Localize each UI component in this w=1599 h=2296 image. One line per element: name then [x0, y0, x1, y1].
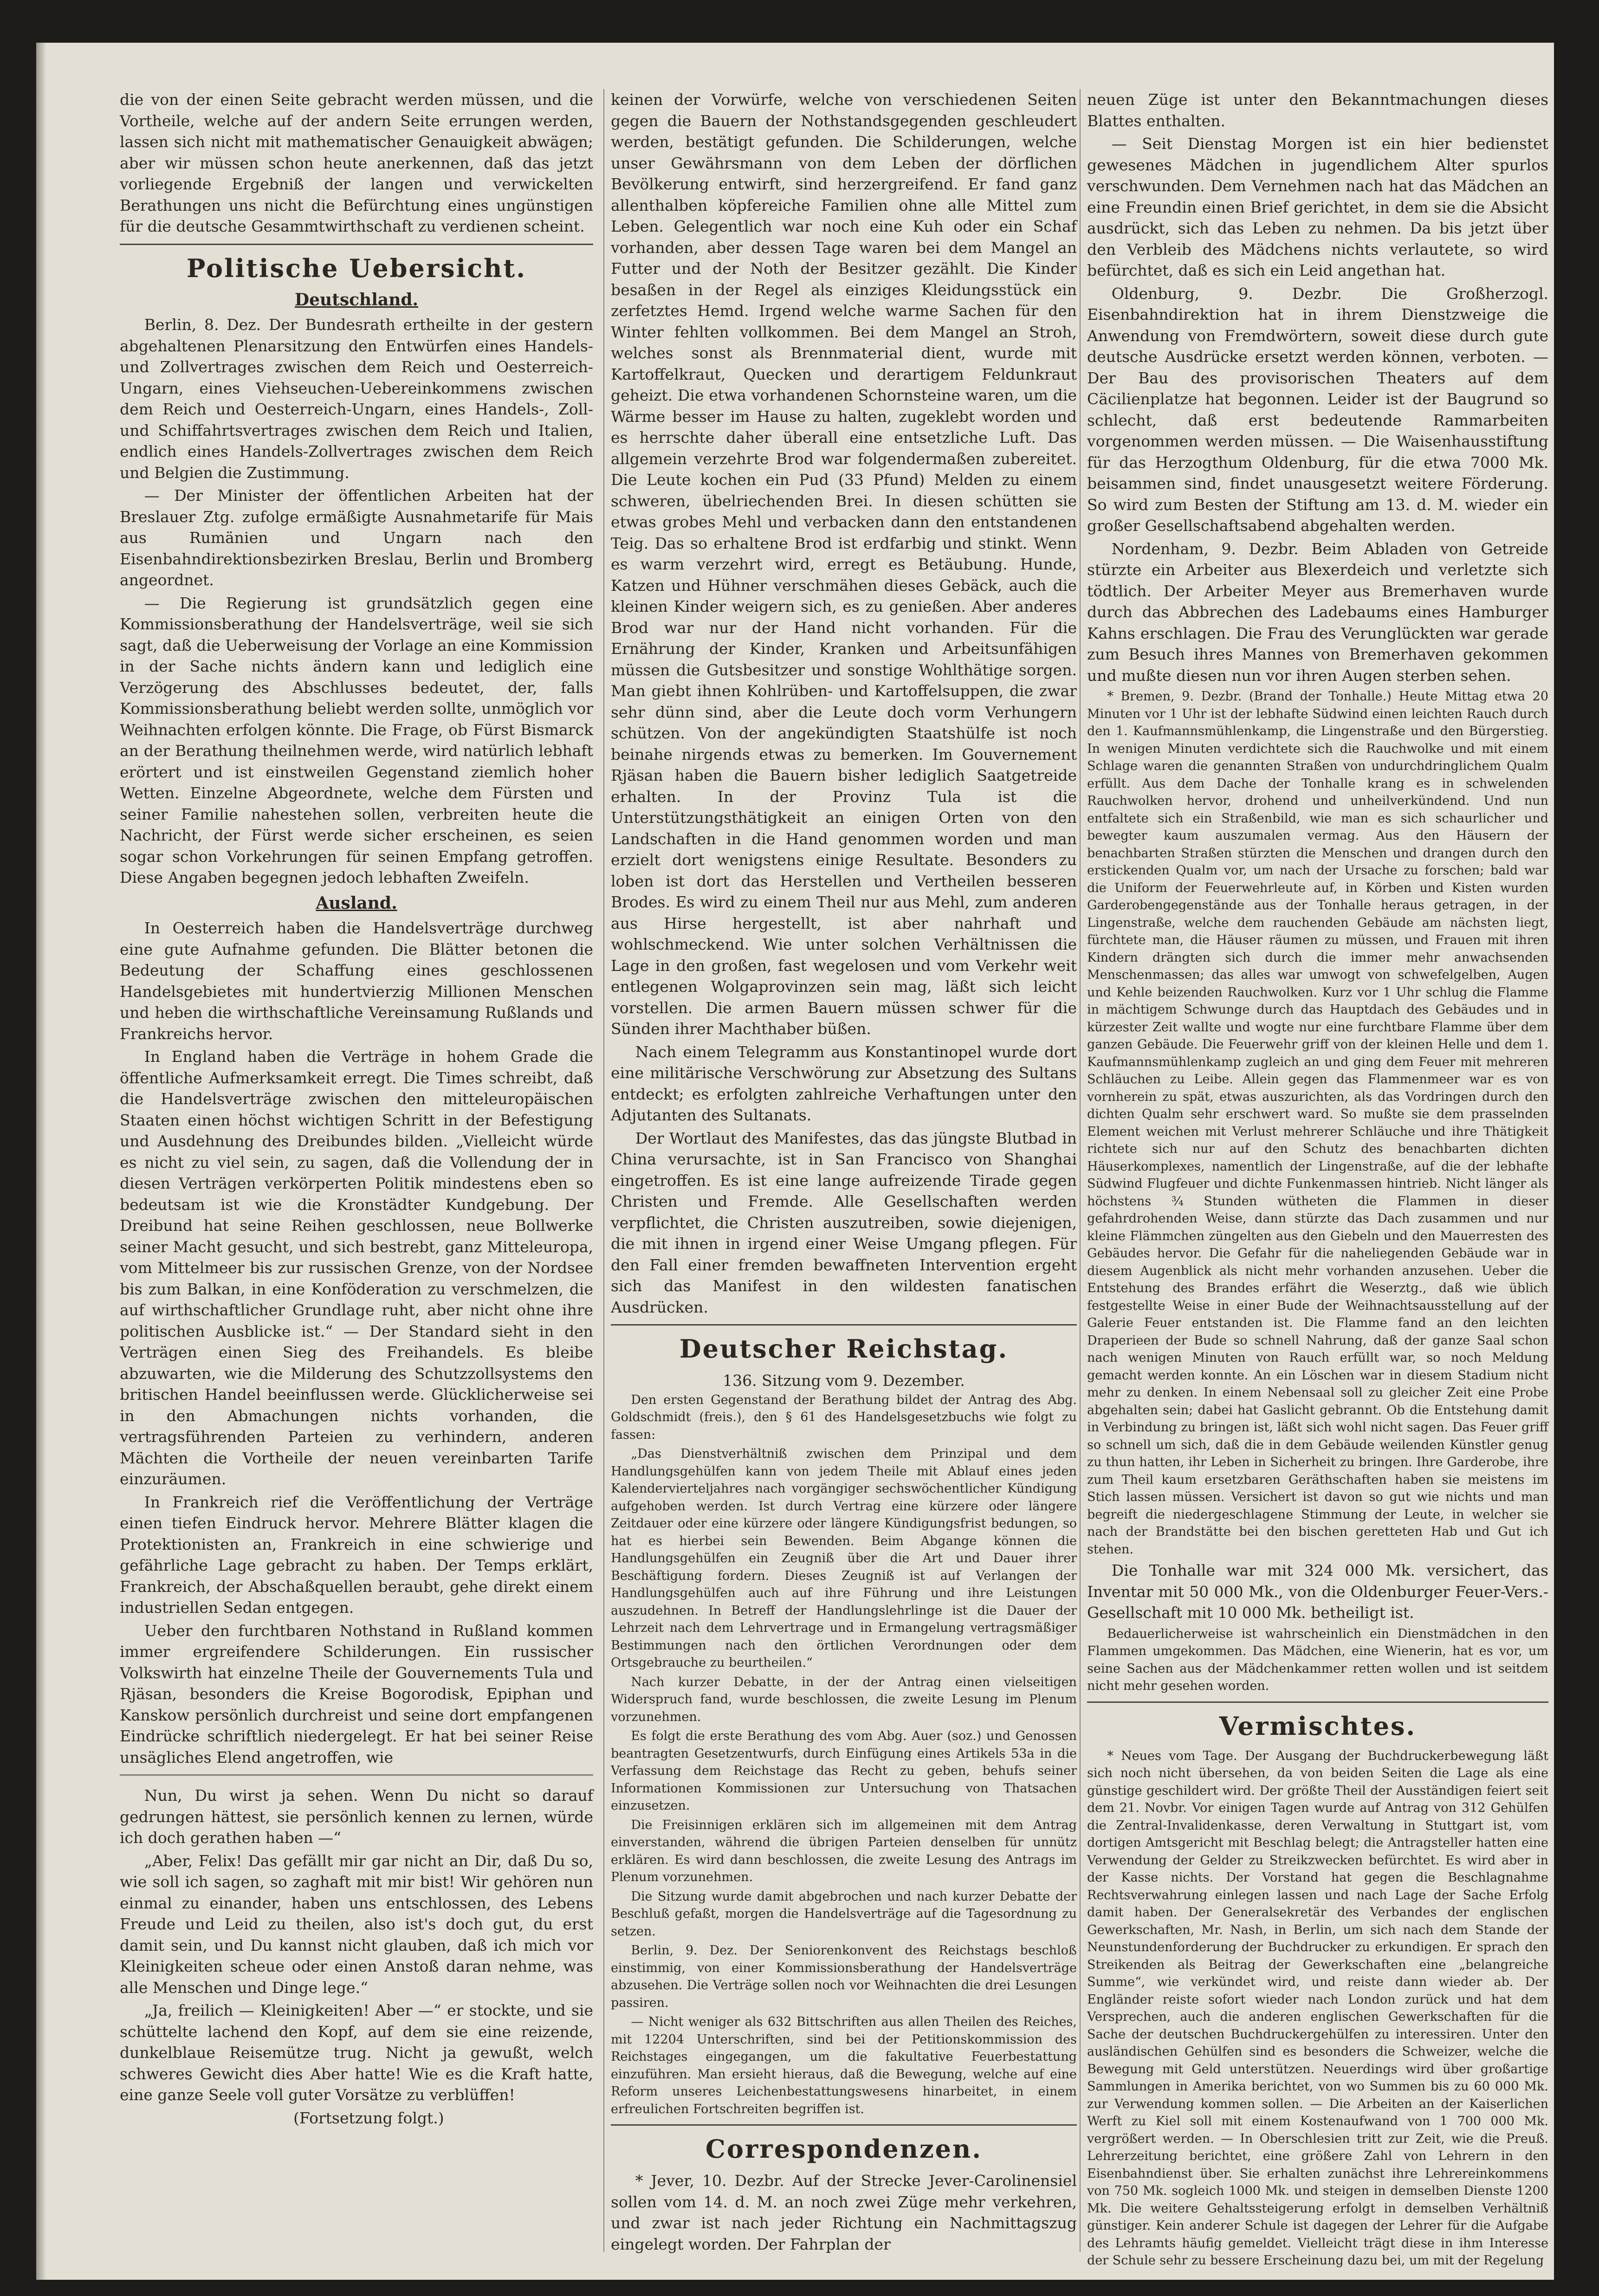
article-paragraph: * Bremen, 9. Dezbr. (Brand der Tonhalle.) Heute Mittag etwa 20 Minuten vor 1 Uhr ist der lebhafte Südwind einen leichten Rauch durch den 1. Kaufmannsmühlenkamp, die Lingenstraße und den Bürgerstieg. In wenigen Minuten verdichtete sich die Rauchwolke und mit einem Schlage waren die genannten Straßen von undurchdringlichem Qualm erfüllt. Aus dem Dache der Tonhalle krang es in schwelenden Rauchwolken hervor, drohend und unheilverkündend. Und nun entfaltete sich ein Straßenbild, wie man es sich schaurlicher und bewegter kaum auszumalen vermag. Aus den Häusern der benachbarten Straßen stürzten die Menschen und drangen durch den erstickenden Qualm vor, um nach der Ursache zu forschen; bald war die Uniform der Feuerwehrleute auf, in Körben und Kisten wurden Garderobengegenstände aus der Tonhalle heraus getragen, in der Lingenstraße, welche dem rauchenden Gebäude am nächsten liegt, fürchtete man, die Häuser räumen zu müssen, und Frauen mit ihren Kindern drängten sich durch die immer mehr anwachsenden Menschenmassen; das alles war umwogt von schwefelgelben, Augen und Kehle beizenden Rauchwolken. Kurz vor 1 Uhr schlug die Flamme in mächtigem Schwunge durch das Hauptdach des Gebäudes und in kürzester Zeit wallte und wogte nur eine furchtbare Flamme über dem ganzen Gebäude. Die Feuerwehr griff von der kleinen Helle und dem 1. Kaufmannsmühlenkamp zugleich an und ging dem Feuer mit mehreren Schläuchen zu Leibe. Allein gegen das Flammenmeer war es von vornherein zu spät, etwas auszurichten, als das Vordringen durch den dichten Qualm sehr erschwert ward. So mußte sie dem prasselnden Element weichen mit Verlust mehrerer Schläuche und ihre Thätigkeit richtete sich nur auf den Schutz des benachbarten dichten Häuserkomplexes, namentlich der Lingenstraße, auf die der lebhafte Südwind Flugfeuer und dichte Funkenmassen hintrieb. Nicht länger als höchstens ¾ Stunden wütheten die Flammen in dieser gefahrdrohenden Weise, dann stürzte das Dach zusammen und nur kleine Flämmchen züngelten aus den Giebeln und den Mauerresten des Gebäudes hervor. Die Gefahr für die naheliegenden Gebäude war in diesem Augenblick als nicht mehr vorhanden anzusehen. Ueber die Entstehung des Brandes erfährt die Weserztg., daß wie üblich festgestellte Weise in einer Bude der Weihnachtsausstellung auf der Galerie Feuer entstanden ist. Die Flamme fand an den leichten Draperieen der Bude so schnell Nahrung, daß der ganze Saal schon nach wenigen Minuten von Rauch erfüllt war, so noch Meldung gemacht werden konnte. An ein Löschen war in diesem Stadium nicht mehr zu denken. In einem Nebensaal soll zu gleicher Zeit eine Probe abgehalten sein; dabei hat Gaslicht gebrannt. Ob die Entstehung damit in Verbindung zu bringen ist, läßt sich wohl nicht sagen. Das Feuer griff so schnell um sich, daß die in dem Gebäude weilenden Künstler genug zu thun hatten, ihr Leben in Sicherheit zu bringen. Ihre Garderobe, ihre zum Theil kaum ersetzbaren Geräthschaften haben sie meistens im Stich lassen müssen. Versichert ist davon so gut wie nichts und man begreift die niedergeschlagene Stimmung der Leute, in welcher sie nach der Brandstätte bei den bischen geretteten Hab und Gut ich stehen. — [1087, 689, 1548, 1557]
reichstag-paragraph: Berlin, 9. Dez. Der Seniorenkonvent des Reichstags beschloß einstimmig, von einer Kommissionsberathung der Handelsverträge abzusehen. Die Verträge sollen noch vor Weihnachten die drei Lesungen passiren. — [611, 1943, 1077, 2010]
divider — [1087, 1701, 1548, 1703]
reichstag-paragraph: Den ersten Gegenstand der Berathung bildet der Antrag des Abg. Goldschmidt (freis.), den § 61 des Handelsgesetzbuchs wie folgt zu fassen: — [611, 1392, 1077, 1442]
feuilleton-paragraph: Nun, Du wirst ja sehen. Wenn Du nicht so darauf gedrungen hättest, sie persönlich kennen zu lernen, würde ich doch gerathen haben —“ — [120, 1786, 593, 1847]
subhead-ausland: Ausland. — [316, 893, 397, 913]
reichstag-paragraph: „Das Dienstverhältniß zwischen dem Prinzipal und dem Handlungsgehülfen kann von jedem Theile mit Ablauf eines jeden Kalendervierteljahres nach vorgängiger sechswöchentlicher Kündigung aufgehoben werden. Ist durch Vertrag eine kürzere oder längere Zeitdauer oder eine kürzere oder längere Kündigungsfrist bedungen, so hat es hierbei sein Bewenden. Beim Abgange können die Handlungsgehülfen ein Zeugniß über die Art und Dauer ihrer Beschäftigung fordern. Dieses Zeugniß ist auf Verlangen der Handlungsgehülfen auch auf ihre Führung und ihre Leistungen auszudehnen. In Betreff der Handlungslehrlinge ist die Dauer der Lehrzeit nach dem Lehrvertrage und in Ermangelung vertragsmäßiger Bestimmungen nach den örtlichen Verordnungen oder dem Ortsgebrauche zu beurtheilen.“ — [611, 1447, 1077, 1670]
article-paragraph: In Oesterreich haben die Handelsverträge durchweg eine gute Aufnahme gefunden. Die Blätter betonen die Bedeutung der Schaffung eines geschlossenen Handelsgebietes mit hundertvierzig Millionen Menschen und heben die wirthschaftliche Vereinsamung Rußlands und Frankreichs hervor. — [120, 919, 593, 1043]
article-paragraph: Nordenham, 9. Dezbr. Beim Abladen von Getreide stürzte ein Arbeiter aus Blexerdeich und verletzte sich tödtlich. Der Arbeiter Meyer aus Bremerhaven wurde durch das Abbrechen des Ladebaums eines Hamburger Kahns erschlagen. Die Frau des Verunglückten war gerade zum Besuch ihres Mannes von Bremerhaven gekommen und mußte diesen nun vor ihren Augen sterben sehen. — [1087, 539, 1548, 685]
section-title-politische-uebersicht: Politische Uebersicht. — [186, 253, 527, 283]
article-paragraph: * Neues vom Tage. Der Ausgang der Buchdruckerbewegung läßt sich noch nicht übersehen, da von beiden Seiten die Lage als eine günstige geschildert wird. Der größte Theil der Ausständigen feiert seit dem 21. Novbr. Vor einigen Tagen wurde auf Antrag von 312 Gehülfen die Zentral-Invalidenkasse, deren Verwaltung in Stuttgart ist, vom dortigen Amtsgericht mit Beschlag belegt; die Antragsteller hatten eine Verwendung der Gelder zu Streikzwecken befürchtet. Es wird aber in der Kasse nichts. Der Vorstand hat gegen die Beschlagnahme Rechtsverwahrung einlegen lassen und nach Lage der Sache Erfolg damit haben. Der Generalsekretär des Verbandes der englischen Gewerkschaften, Mr. Nash, in Berlin, um sich nach dem Stande der Neunstundenforderung der Buchdrucker zu erkundigen. Er sprach den Streikenden als Beitrag der Gewerkschaften eine „belangreiche Summe“, wie verkündet wird, und reiste dann wieder ab. Der Engländer reiste sofort wieder nach London zurück und hat dem Versprechen, auch die anderen englischen Gewerkschaften für die Sache der deutschen Buchdruckergehülfen zu interessiren. Unter den ausländischen Gehülfen sind es besonders die Schweizer, welche die Bewegung mit Geld unterstützen. Neuerdings wird über großartige Sammlungen in Amerika berichtet, von wo Summen bis zu 60 000 Mk. zur Verwendung kommen sollen. — Die Arbeiten an der Kaiserlichen Werft zu Kiel soll mit einem Kostenaufwand von 1 700 000 Mk. vergrößert werden. — In Oberschlesien tritt zur Zeit, wie die Preuß. Lehrerzeitung berichtet, eine größere Zahl von Lehrern in den Eisenbahndienst über. Sie erhalten zunächst ihre Lehrereinkommens von 750 Mk. sogleich 1000 Mk. und steigen in demselben Dienste 1200 Mk. Die weitere Gehaltssteigerung erfolgt in demselben Verhältniß günstiger. Kein anderer Schule ist dagegen der Lehrer für die Aufgabe des Lehramts häufig gemeldet. Vielleicht trägt diese in ihm Interesse der Schule sehr zu bessere Erscheinung dazu bei, um mit der Regelung — [1087, 1748, 1548, 2268]
column-3 — [1080, 89, 1548, 2268]
divider — [611, 2124, 1077, 2126]
article-paragraph: Berlin, 8. Dez. Der Bundesrath ertheilte in der gestern abgehaltenen Plenarsitzung den Entwürfen eines Handels- und Zollvertrages zwischen dem Reich und Oesterreich-Ungarn, eines Viehseuchen-Uebereinkommens zwischen dem Reich und Oesterreich-Ungarn, eines Handels-, Zoll- und Schiffahrtsvertrages zwischen dem Reich und Italien, endlich eines Handels-Zollvertrages zwischen dem Reich und Belgien die Zustimmung. — [120, 316, 593, 482]
article-paragraph: * Jever, 10. Dezbr. Auf der Strecke Jever-Carolinensiel sollen vom 14. d. M. an noch zwei Züge mehr verkehren, und zwar ist nach jeder Richtung ein Nachmittagszug eingelegt worden. Der Fahrplan der — [611, 2172, 1077, 2253]
article-paragraph: Bedauerlicherweise ist wahrscheinlich ein Dienstmädchen in den Flammen umgekommen. Das Mädchen, eine Wienerin, hat es vor, um seine Sachen aus der Mädchenkammer retten wollen und ist seitdem nicht mehr gesehen worden. — [1087, 1626, 1548, 1693]
feuilleton-paragraph: „Aber, Felix! Das gefällt mir gar nicht an Dir, daß Du so, wie soll ich sagen, so zaghaft mit mir bist! Wir gehören nun einmal zu einander, haben uns entschlossen, des Lebens Freude und Leid zu theilen, also ist's doch gut, du erst damit sein, und Du kannst nicht glauben, daß ich mich vor Kleinigkeiten scheue oder einen Anstoß daran nehme, was alle Menschen und Dinge lege.“ — [120, 1851, 593, 1997]
newspaper-page — [36, 43, 1554, 2280]
section-title-deutscher-reichstag: Deutscher Reichstag. — [679, 1334, 1009, 1364]
article-paragraph: Oldenburg, 9. Dezbr. Die Großherzogl. Eisenbahndirektion hat in ihrem Dienstzweige die Anwendung von Fremdwörtern, soweit diese durch gute deutsche Ausdrücke ersetzt werden können, verboten. — Der Bau des provisorischen Theaters auf dem Cäcilienplatze hat begonnen. Leider ist der Baugrund so schlecht, daß erst bedeutende Rammarbeiten vorgenommen werden müssen. — Die Waisenhausstiftung für das Herzogthum Oldenburg, für die etwa 7000 Mk. beisammen sind, findet unausgesetzt weitere Förderung. So wird zum Besten der Stiftung am 13. d. M. wieder ein großer Gesellschaftsabend abgehalten werden. — [1087, 284, 1548, 535]
section-title-vermischtes: Vermischtes. — [1219, 1711, 1417, 1741]
section-title-correspondenzen: Correspondenzen. — [705, 2134, 983, 2164]
divider — [611, 1324, 1077, 1326]
column-2 — [603, 89, 1077, 2252]
feuilleton-paragraph: „Ja, freilich — Kleinigkeiten! Aber —“ er stockte, und sie schüttelte lachend den Kopf, auf dem sie eine reizende, dunkelblaue Reisemütze trug. Nicht ja gewußt, welch schweres Gewicht dies Aber hatte! Wie es die Kraft hatte, eine ganze Seele voll guter Vorsätze zu verblüffen! — [120, 2001, 593, 2104]
reichstag-paragraph: — Nicht weniger als 632 Bittschriften aus allen Theilen des Reiches, mit 12204 Unterschriften, sind bei der Petitionskommission des Reichstages eingegangen, um die fakultative Feuerbestattung einzuführen. Man ersieht hieraus, daß die Bewegung, welche auf eine Reform unseres Leichenbestattungswesens hinarbeitet, in einem erfreulichen Fortschreiten begriffen ist. — [611, 2015, 1077, 2116]
article-paragraph: — Der Minister der öffentlichen Arbeiten hat der Breslauer Ztg. zufolge ermäßigte Ausnahmetarife für Mais aus Rumänien und Ungarn nach den Eisenbahndirektionsbezirken Breslau, Berlin und Bromberg angeordnet. — [120, 486, 593, 589]
article-paragraph: In Frankreich rief die Veröffentlichung der Verträge einen tiefen Eindruck hervor. Mehrere Blätter klagen die Protektionisten an, Frankreich in eine schwierige und gefährliche Lage gebracht zu haben. Der Temps erklärt, Frankreich, der Abschaßquellen beraubt, gehe direkt einem industriellen Sedan entgegen. — [120, 1493, 593, 1617]
reichstag-session-line: 136. Sitzung vom 9. Dezember. — [723, 1371, 965, 1390]
column-1 — [120, 89, 593, 2252]
reichstag-paragraph: Nach kurzer Debatte, in der der Antrag einen vielseitigen Widerspruch fand, wurde beschlossen, die zweite Lesung im Plenum vorzunehmen. — [611, 1675, 1077, 1724]
article-paragraph: Ueber den furchtbaren Nothstand in Rußland kommen immer ergreifendere Schilderungen. Ein russischer Volkswirth hat einzelne Theile der Gouvernements Tula und Rjäsan, besonders die Kreise Bogorodisk, Epiphan und Kanskow persönlich durchreist und seine dort empfangenen Eindrücke schriftlich niedergelegt. Er hat bei seiner Reise unsägliches Elend angetroffen, wie — [120, 1621, 593, 1766]
divider — [120, 244, 593, 245]
article-paragraph: Nach einem Telegramm aus Konstantinopel wurde dort eine militärische Verschwörung zur Absetzung des Sultans entdeckt; es erfolgten zahlreiche Verhaftungen unter den Adjutanten des Sultanats. — [611, 1042, 1077, 1124]
article-paragraph: — Seit Dienstag Morgen ist ein hier bedienstet gewesenes Mädchen in jugendlichem Alter spurlos verschwunden. Dem Vernehmen nach hat das Mädchen an eine Freundin einen Brief gerichtet, in dem sie die Absicht ausdrückt, sich das Leben zu nehmen. Da bis jetzt über den Verbleib des Mädchens nichts verlautete, so wird befürchtet, daß es sich ein Leid angethan hat. — [1087, 135, 1548, 279]
article-paragraph: Die Tonhalle war mit 324 000 Mk. versichert, das Inventar mit 50 000 Mk., von die Oldenburger Feuer-Vers.-Gesellschaft mit 10 000 Mk. betheiligt ist. — [1087, 1561, 1548, 1622]
article-paragraph: Der Wortlaut des Manifestes, das das jüngste Blutbad in China verursachte, ist in San Francisco von Shanghai eingetroffen. Es ist eine lange aufreizende Tirade gegen Christen und Fremde. Alle Gesellschaften werden verpflichtet, die Christen auszutreiben, sowie diejenigen, die mit ihnen in irgend einer Weise Umgang pflegen. Für den Fall einer fremden bewaffneten Intervention ergeht sich das Manifest in den wildesten fanatischen Ausdrücken. — [611, 1129, 1077, 1316]
reichstag-paragraph: Die Freisinnigen erklären sich im allgemeinen mit dem Antrag einverstanden, während die übrigen Parteien denselben für unnütz erklären. Es wird dann beschlossen, die zweite Lesung des Antrags im Plenum vorzunehmen. — [611, 1817, 1077, 1884]
subhead-deutschland: Deutschland. — [294, 290, 419, 310]
feuilleton-divider — [120, 1774, 593, 1779]
intro-paragraph: die von der einen Seite gebracht werden müssen, und die Vortheile, welche auf der andern Seite errungen werden, lassen sich nicht mit mathematischer Genauigkeit abwägen; aber wir müssen schon heute anerkennen, daß das jetzt vorliegende Ergebniß der langen und verwickelten Berathungen uns nicht die Befürchtung eines ungünstigen für die deutsche Gesammtwirthschaft zu verdienen scheint. — [120, 91, 593, 235]
article-paragraph: — Die Regierung ist grundsätzlich gegen eine Kommissionsberathung der Handelsverträge, weil sie sich sagt, daß die Ueberweisung der Vorlage an eine Kommission in der Sache nichts ändern kann und lediglich eine Verzögerung des Abschlusses bedeutet, der, falls Kommissionsberathung beliebt werden sollte, unmöglich vor Weihnachten erfolgen könnte. Die Frage, ob Fürst Bismarck an der Berathung theilnehmen werde, wird natürlich lebhaft erörtert und ist einstweilen Gegenstand ziemlich hoher Wetten. Einzelne Abgeordnete, welche dem Fürsten und seiner Familie nahestehen sollen, verbreiten heute die Nachricht, der Fürst werde sicher erscheinen, es seien sogar schon Vorkehrungen für seinen Empfang getroffen. Diese Angaben begegnen jedoch lebhaften Zweifeln. — [120, 594, 593, 886]
page-fold-shadow — [36, 43, 46, 2280]
reichstag-paragraph: Es folgt die erste Berathung des vom Abg. Auer (soz.) und Genossen beantragten Gesetzentwurfs, durch Einfügung eines Artikels 53a in die Verfassung dem Reichstage das Recht zu geben, behufs seiner Informationen Kommissionen zur Untersuchung von Thatsachen einzusetzen. — [611, 1729, 1077, 1813]
article-paragraph: In England haben die Verträge in hohem Grade die öffentliche Aufmerksamkeit erregt. Die Times schreibt, daß die Handelsverträge zwischen den mitteleuropäischen Staaten einen höchst wichtigen Schritt in der Befestigung und Ausdehnung des Dreibundes bilden. „Vielleicht würde es nicht zu viel sein, zu sagen, daß die Vollendung der in diesen Verträgen verkörperten Politik mindestens eben so bedeutsam ist wie die Kronstädter Kundgebung. Der Dreibund hat seine Reihen geschlossen, neue Bollwerke seiner Macht gesucht, und sich bestrebt, ganz Mitteleuropa, vom Mittelmeer bis zur russischen Grenze, von der Nordsee bis zum Balkan, in eine Konföderation zu verschmelzen, die auf wirthschaftlicher Grundlage ruht, aber nicht ohne ihre politischen Ausblicke ist.“ — Der Standard sieht in den Verträgen einen Sieg des Freihandels. Es bleibe abzuwarten, wie die Milderung des Schutzzollsystems den britischen Handel beeinflussen werde. Glücklicherweise sei in den Abmachungen nichts vorhanden, die vertragsführenden Parteien zu verhindern, anderen Mächten die Vortheile der neuen vereinbarten Tarife einzuräumen. — [120, 1048, 593, 1488]
article-paragraph: keinen der Vorwürfe, welche von verschiedenen Seiten gegen die Bauern der Nothstandsgegenden geschleudert werden, bestätigt gefunden. Die Schilderungen, welche unser Gewährsmann von dem Leben der dörflichen Bevölkerung entwirft, sind herzergreifend. Er fand ganz allenthalben köpfereiche Familien ohne alle Mittel zum Leben. Gelegentlich war noch eine Kuh oder ein Schaf vorhanden, aber dessen Tage waren bei dem Mangel an Futter und der Noth der Besitzer gezählt. Die Kinder besaßen in der Regel als einziges Kleidungsstück ein zerfetztes Hemd. Irgend welche warme Sachen für den Winter fehlten vollkommen. Bei dem Mangel an Stroh, welches sonst als Brennmaterial dient, wurde mit Kartoffelkraut, Quecken und derartigem Feldunkraut geheizt. Die etwa vorhandenen Schornsteine waren, um die Wärme besser im Hause zu halten, zugeklebt worden und es herrschte daher überall eine entsetzliche Luft. Das allgemein verzehrte Brod war folgendermaßen zubereitet. Die Leute kochen ein Pud (33 Pfund) Melden zu einem schweren, übelriechenden Brei. In diesen schütten sie etwas grobes Mehl und verbacken dann den entstandenen Teig. Das so erhaltene Brod ist erdfarbig und stinkt. Wenn es warm verzehrt wird, erregt es Betäubung. Hunde, Katzen und Hühner verschmähen dieses Gebäck, auch die kleinen Kinder weigern sich, es zu genießen. Aber anderes Brod war nur der Hand nicht vorhanden. Für die Ernährung der Kinder, Kranken und Arbeitsunfähigen müssen die Gutsbesitzer und sonstige Wohlthätige sorgen. Man giebt ihnen Kohlrüben- und Kartoffelsuppen, die zwar sehr dünn sind, aber die Leute doch vorm Verhungern schützen. Von der angekündigten Staatshülfe ist noch beinahe nirgends etwas zu bemerken. Im Gouvernement Rjäsan haben die Bauern bisher lediglich Saatgetreide erhalten. In der Provinz Tula ist die Unterstützungsthätigkeit an einigen Orten von den Landschaften in die Hand genommen worden und man erzielt dort wenigstens einige Resultate. Besonders zu loben ist dort das Herstellen und Vertheilen besseren Brodes. Es wird zu einem Theil nur aus Mehl, zum anderen aus Hirse hergestellt, ist aber nahrhaft und wohlschmeckend. Wie unter solchen Verhältnissen die Lage in den großen, fast wegelosen und vom Verkehr weit entlegenen Wolgaprovinzen sein mag, läßt sich leicht vorstellen. Die armen Bauern müssen schwer für die Sünden ihrer Machthaber büßen. — [611, 91, 1077, 1038]
reichstag-paragraph: Die Sitzung wurde damit abgebrochen und nach kurzer Debatte der Beschluß gefaßt, morgen die Handelsverträge auf die Tagesordnung zu setzen. — [611, 1889, 1077, 1939]
article-paragraph: neuen Züge ist unter den Bekanntmachungen dieses Blattes enthalten. — [1087, 91, 1548, 130]
feuilleton-continuation-note: (Fortsetzung folgt.) — [293, 2108, 444, 2127]
